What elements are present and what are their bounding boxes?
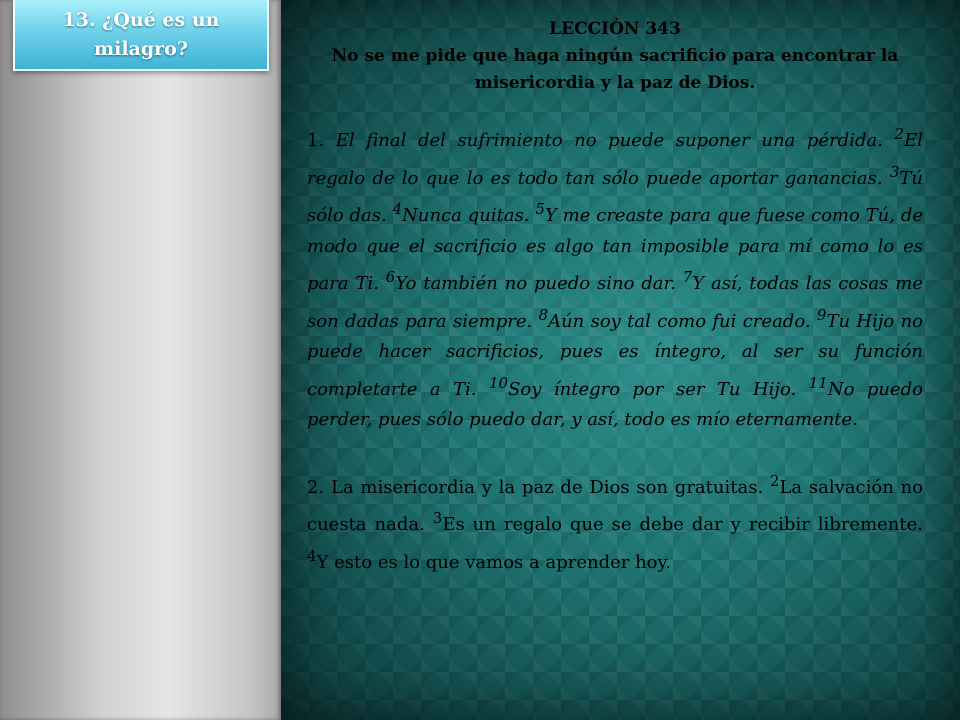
lesson-title: LECCIÓN 343 <box>549 19 681 39</box>
lesson-subtitle: No se me pide que haga ningún sacrificio para encontrar la misericordia y la paz de Dios. <box>331 46 899 93</box>
paragraph-text: La misericordia y la paz de Dios son gratuitas. $^2$La salvación no cuesta nada. $^3$Es un regalo que se debe dar y recibir libremente. $^4$Y esto es lo que vamos a aprender hoy. <box>307 471 923 573</box>
left-sidebar-panel <box>0 0 281 720</box>
lesson-paragraph-2 <box>307 466 923 579</box>
section-title-label: 13. ¿Qué es un milagro? <box>62 8 220 60</box>
paragraph-number: 1. <box>307 130 336 151</box>
paragraph-number: 2. <box>307 476 331 498</box>
lesson-content <box>307 16 923 578</box>
lesson-paragraph-1 <box>307 119 923 436</box>
paragraph-text: El final del sufrimiento no puede suponer una pérdida. $^2$El regalo de lo que lo es todo tan sólo puede aportar ganancias. $^3$Tú sólo das. $^4$Nunca quitas. $^5$Y me creaste para que fuese como Tú, de modo que el sacrificio es algo tan imposible para mí como lo es para Ti. $^6$Yo también no puedo sino dar. $^7$Y así, todas las cosas me son dadas para siempre. $^8$Aún soy tal como fui creado. $^9$Tu Hijo no puede hacer sacrificios, pues es íntegro, al ser su función completarte a Ti. $^{10}$Soy íntegro por ser Tu Hijo. $^{11}$No puedo perder, pues sólo puedo dar, y así, todo es mío eternamente. <box>307 125 924 430</box>
section-title-badge <box>13 0 269 71</box>
